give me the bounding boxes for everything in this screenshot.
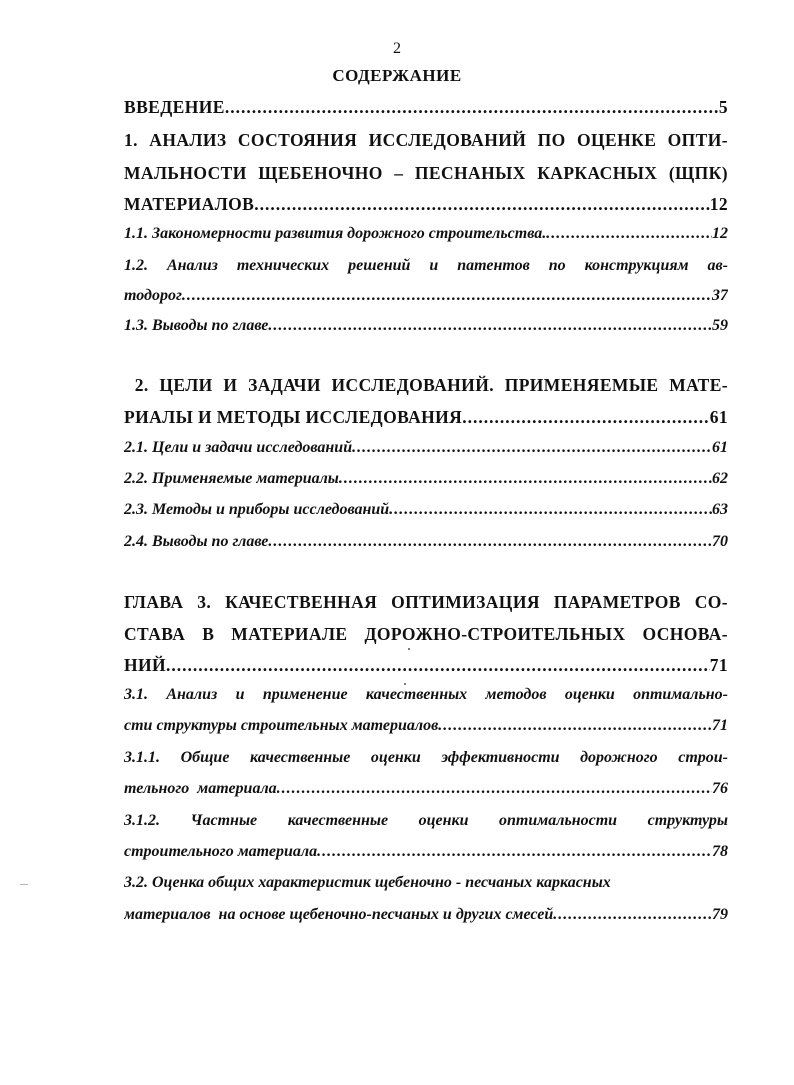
toc-section-3-1-1-line-1: 3.1.1. Общие качественные оценки эффективности дорожного строи- [124,749,728,766]
dot-leader [254,194,709,215]
dot-leader [352,439,712,457]
dot-leader [225,97,719,118]
toc-entry-text: 2.2. Применяемые материалы [124,470,339,487]
dot-leader [166,655,710,676]
toc-entry-text: тельного материала [124,780,277,797]
toc-entry-introduction [124,97,728,121]
toc-section-1-1 [124,225,728,249]
toc-page-number: 12 [712,225,728,242]
toc-section-3-1-line-2 [124,717,728,741]
toc-chapter-3-line-2: СТАВА В МАТЕРИАЛЕ ДОРОЖНО-СТРОИТЕЛЬНЫХ ОСНОВА- [124,624,728,644]
dot-leader [438,717,712,735]
toc-section-3-1-line-1: 3.1. Анализ и применение качественных методов оценки оптимально- [124,686,728,703]
dot-leader [389,501,712,519]
toc-entry-text: сти структуры строительных материалов [124,717,439,734]
toc-section-3-1-1-line-2 [124,780,728,804]
scan-speck [404,683,406,685]
toc-section-3-2-line-2 [124,906,728,930]
toc-page-number: 61 [709,407,728,427]
toc-section-2-2 [124,470,728,494]
toc-page-number: 79 [712,906,728,923]
toc-chapter-1-line-2: МАЛЬНОСТИ ЩЕБЕНОЧНО – ПЕСНАНЫХ КАРКАСНЫХ (ЩПК) [124,163,728,183]
toc-page-number: 59 [712,317,728,334]
toc-entry-text: материалов на основе щебеночно-песчаных и других смесей [124,906,554,923]
dot-leader [182,287,712,305]
toc-section-1-3 [124,317,728,341]
toc-page-number: 62 [712,470,728,487]
toc-entry-text: 2.1. Цели и задачи исследований [124,439,353,456]
page-number: 2 [393,40,401,57]
toc-page-number: 78 [712,843,728,860]
toc-chapter-3-line-1: ГЛАВА 3. КАЧЕСТВЕННАЯ ОПТИМИЗАЦИЯ ПАРАМЕТРОВ СО- [124,592,728,612]
toc-section-1-2-line-1: 1.2. Анализ технических решений и патентов по конструкциям ав- [124,257,728,274]
toc-section-3-1-2-line-1: 3.1.2. Частные качественные оценки оптимальности структуры [124,812,728,829]
margin-scan-mark: .... [20,878,28,887]
dot-leader [462,407,710,428]
toc-page-number: 37 [712,287,728,304]
toc-section-2-4 [124,533,728,557]
toc-section-2-1 [124,439,728,463]
dot-leader [317,843,712,861]
toc-page-number: 71 [712,717,728,734]
toc-page-number: 76 [712,780,728,797]
toc-entry-text: строительного материала [124,843,318,860]
toc-entry-text: 1.3. Выводы по главе [124,317,269,334]
toc-chapter-1-line-1: 1. АНАЛИЗ СОСТОЯНИЯ ИССЛЕДОВАНИЙ ПО ОЦЕНКЕ ОПТИ- [124,130,728,150]
dot-leader [339,470,712,488]
toc-page-number: 63 [712,501,728,518]
toc-entry-text: 2.3. Методы и приборы исследований [124,501,390,518]
toc-chapter-3-line-3 [124,655,728,679]
toc-entry-text: НИЙ [124,655,167,675]
toc-section-2-3 [124,501,728,525]
toc-entry-text: МАТЕРИАЛОВ [124,194,255,214]
toc-entry-text: 2.4. Выводы по главе [124,533,269,550]
toc-entry-text: РИАЛЫ И МЕТОДЫ ИССЛЕДОВАНИЯ [124,407,463,427]
toc-page-number: 5 [718,97,728,117]
toc-section-3-2-line-1: 3.2. Оценка общих характеристик щебеночно - песчаных каркасных [124,874,611,891]
toc-entry-text: тодорог [124,287,182,304]
toc-page-number: 61 [712,439,728,456]
dot-leader [553,906,712,924]
toc-section-1-2-line-2 [124,287,728,311]
toc-section-3-1-2-line-2 [124,843,728,867]
dot-leader [546,225,712,243]
toc-entry-text: ВВЕДЕНИЕ [124,97,225,117]
toc-entry-text: 1.1. Закономерности развития дорожного строительства. [124,225,547,242]
scan-speck [408,648,410,650]
toc-chapter-1-line-3 [124,194,728,218]
dot-leader [277,780,712,798]
dot-leader [268,533,712,551]
toc-title: СОДЕРЖАНИЕ [332,66,462,85]
toc-chapter-2-line-2 [124,407,728,431]
toc-chapter-2-line-1: 2. ЦЕЛИ И ЗАДАЧИ ИССЛЕДОВАНИЙ. ПРИМЕНЯЕМЫЕ МАТЕ- [124,375,728,395]
toc-page-number: 71 [709,655,728,675]
toc-page-number: 12 [709,194,728,214]
toc-page-number: 70 [712,533,728,550]
dot-leader [268,317,712,335]
